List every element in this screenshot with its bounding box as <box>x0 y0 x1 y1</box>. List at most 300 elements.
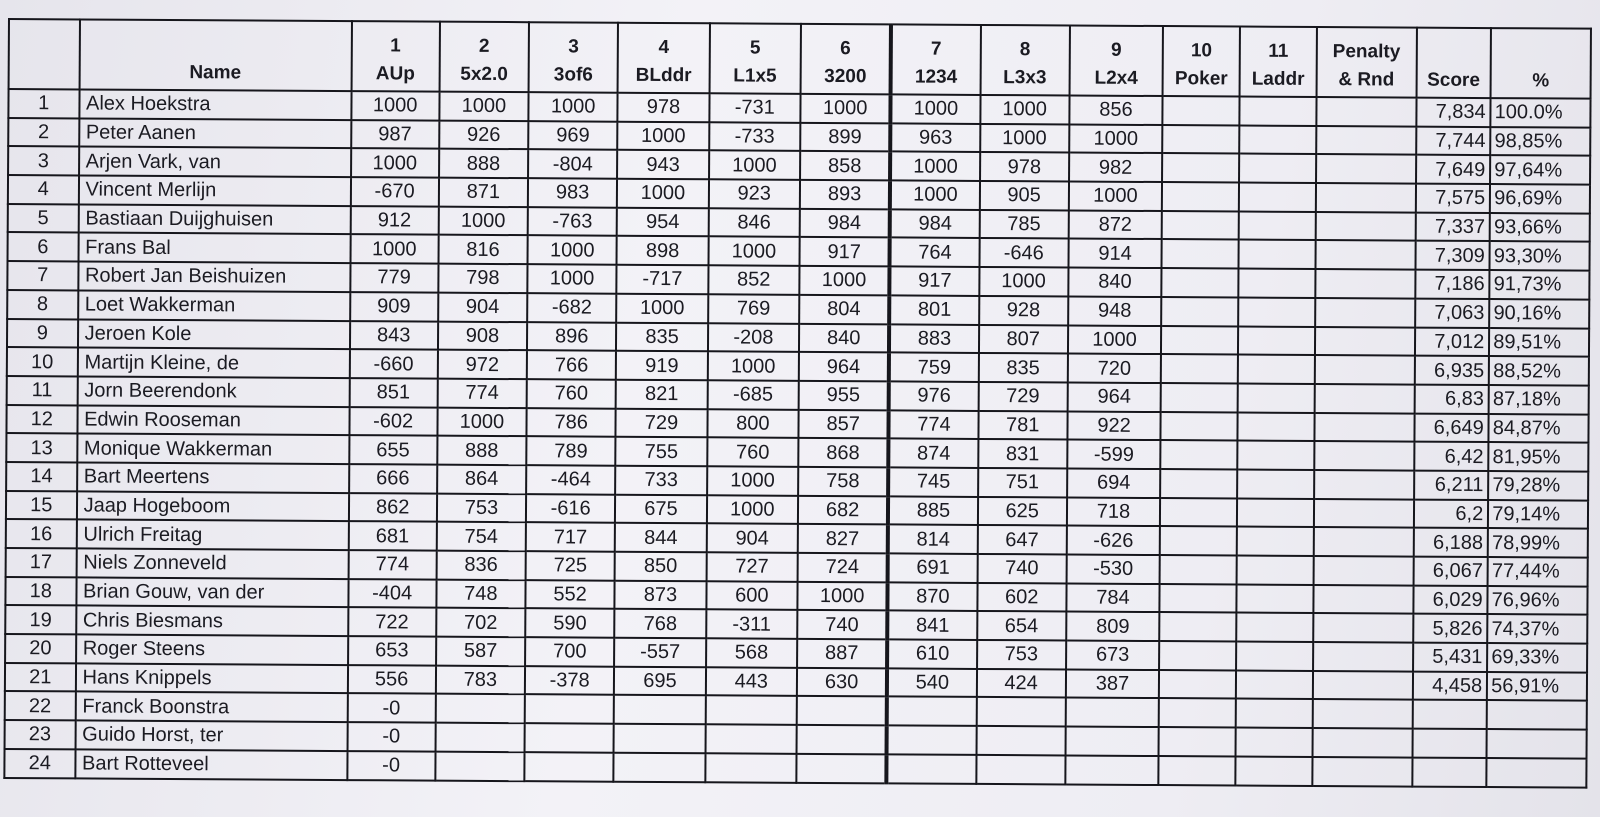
event-2-cell: 888 <box>439 149 528 178</box>
score-cell: 7,186 <box>1415 270 1490 299</box>
event-number: 5 <box>749 37 761 59</box>
event-1-cell: 851 <box>349 378 437 407</box>
event-2-cell: 926 <box>439 120 528 149</box>
rank-cell: 16 <box>6 519 77 548</box>
percent-cell: 84,87% <box>1489 414 1589 443</box>
event-9-cell: 914 <box>1068 239 1162 268</box>
event-7-cell: 774 <box>889 410 978 439</box>
event-11-cell <box>1239 125 1316 154</box>
event-6-cell: 964 <box>799 352 889 381</box>
event-3-cell: 789 <box>526 436 615 465</box>
event-3-cell <box>525 723 614 752</box>
event-number: 11 <box>1268 40 1289 62</box>
event-2-cell: 754 <box>437 522 526 551</box>
event-2-cell: 888 <box>437 436 526 465</box>
percent-cell <box>1487 758 1587 787</box>
event-10-cell <box>1161 440 1238 469</box>
event-6-cell: 630 <box>797 668 887 697</box>
rank-cell: 11 <box>7 376 78 405</box>
event-11-cell <box>1236 584 1313 613</box>
event-2-cell: 871 <box>439 178 528 207</box>
percent-cell: 74,37% <box>1487 614 1587 643</box>
event-2-cell: 904 <box>438 292 527 321</box>
event-9-cell: 872 <box>1068 210 1162 239</box>
event-8-cell: 602 <box>977 583 1066 612</box>
event-4-cell: 978 <box>618 93 710 122</box>
event-4-cell: 675 <box>615 494 707 523</box>
penalty-cell <box>1315 326 1415 355</box>
event-3-cell: 700 <box>525 637 614 666</box>
score-cell: 6,188 <box>1413 528 1488 557</box>
player-name-cell: Martijn Kleine, de <box>77 348 349 378</box>
penalty-cell <box>1316 154 1416 183</box>
event-7-cell: 801 <box>889 295 978 324</box>
score-cell: 6,2 <box>1413 499 1488 528</box>
event-4-cell: 844 <box>615 523 707 552</box>
event-8-cell: 781 <box>978 410 1067 439</box>
event-2-cell: 798 <box>438 264 527 293</box>
event-5-cell <box>705 724 797 753</box>
event-5-cell <box>705 696 797 725</box>
event-number: 6 <box>840 38 851 60</box>
penalty-cell <box>1315 240 1415 269</box>
penalty-cell <box>1315 298 1415 327</box>
percent-cell: 56,91% <box>1487 672 1587 701</box>
event-number: 9 <box>1111 39 1122 61</box>
event-6-cell: 893 <box>800 180 890 209</box>
event-3-cell: 766 <box>527 350 616 379</box>
rank-cell: 22 <box>5 691 76 720</box>
event-1-cell: -0 <box>347 751 435 780</box>
player-name-cell: Jaap Hogeboom <box>77 491 349 521</box>
percent-cell: 79,14% <box>1488 500 1588 529</box>
event-9-cell: 922 <box>1067 411 1161 440</box>
event-5-cell: 1000 <box>707 351 799 380</box>
event-6-cell: 858 <box>800 151 890 180</box>
score-cell: 7,575 <box>1415 184 1490 213</box>
event-6-cell <box>797 696 887 725</box>
player-name-cell: Brian Gouw, van der <box>76 577 348 607</box>
score-cell: 5,826 <box>1413 614 1488 643</box>
event-8-cell: 835 <box>978 353 1067 382</box>
event-11-cell <box>1237 441 1314 470</box>
event-4-cell <box>614 753 706 782</box>
event-9-cell: 718 <box>1067 497 1161 526</box>
event-7-cell <box>887 726 976 755</box>
event-2-cell: 816 <box>438 235 527 264</box>
penalty-cell <box>1314 470 1414 499</box>
percent-cell: 79,28% <box>1488 471 1588 500</box>
player-name-cell: Guido Horst, ter <box>75 721 347 751</box>
event-7-cell: 759 <box>889 353 978 382</box>
event-11-cell <box>1236 699 1313 728</box>
event-7-cell: 540 <box>887 668 976 697</box>
event-9-cell: -530 <box>1066 554 1160 583</box>
score-cell: 6,935 <box>1414 356 1489 385</box>
event-1-cell: -670 <box>350 177 438 206</box>
event-3-cell: -804 <box>528 150 617 179</box>
event-11-cell <box>1239 240 1316 269</box>
event-9-cell: 720 <box>1068 354 1162 383</box>
event-3-cell: -682 <box>527 293 616 322</box>
event-6-cell: 1000 <box>800 94 890 123</box>
header-event-8 <box>980 25 1070 96</box>
player-name-cell: Loet Wakkerman <box>78 290 350 320</box>
event-4-cell <box>614 695 706 724</box>
event-1-cell: 862 <box>348 493 436 522</box>
rank-cell: 10 <box>7 347 78 376</box>
event-3-cell: 896 <box>527 322 616 351</box>
event-1-cell: 987 <box>351 120 439 149</box>
event-3-cell: 786 <box>527 408 616 437</box>
event-10-cell <box>1159 727 1236 756</box>
score-cell: 7,063 <box>1415 298 1490 327</box>
rank-cell: 21 <box>5 663 76 692</box>
event-5-cell: 727 <box>706 552 798 581</box>
event-10-cell <box>1161 326 1238 355</box>
player-name-cell: Vincent Merlijn <box>78 175 350 205</box>
event-6-cell: 840 <box>799 323 889 352</box>
event-3-cell: 760 <box>527 379 616 408</box>
event-6-cell: 758 <box>798 467 888 496</box>
penalty-cell <box>1316 97 1416 126</box>
event-2-cell: 783 <box>436 665 525 694</box>
event-4-cell: -717 <box>617 265 709 294</box>
penalty-cell <box>1312 757 1412 786</box>
event-5-cell: 852 <box>708 265 800 294</box>
rank-cell: 4 <box>8 175 79 204</box>
penalty-cell <box>1314 441 1414 470</box>
event-7-cell: 976 <box>889 381 978 410</box>
event-1-cell: -0 <box>347 722 435 751</box>
rank-cell: 7 <box>7 261 78 290</box>
event-5-cell: 904 <box>706 524 798 553</box>
event-5-cell: 568 <box>706 638 798 667</box>
penalty-line2: & Rnd <box>1338 69 1395 91</box>
event-11-cell <box>1236 670 1313 699</box>
score-cell: 6,83 <box>1414 384 1489 413</box>
event-2-cell: 774 <box>437 379 526 408</box>
player-name-cell: Robert Jan Beishuizen <box>78 262 350 292</box>
percent-cell: 91,73% <box>1490 270 1590 299</box>
event-8-cell: 1000 <box>980 95 1069 124</box>
event-10-cell <box>1160 584 1237 613</box>
event-1-cell: 779 <box>350 263 438 292</box>
table-header <box>9 19 1591 99</box>
event-10-cell <box>1161 297 1238 326</box>
event-5-cell: -731 <box>709 93 801 122</box>
penalty-cell <box>1316 126 1416 155</box>
event-9-cell <box>1065 755 1159 784</box>
event-6-cell: 868 <box>798 438 888 467</box>
event-11-cell <box>1238 297 1315 326</box>
event-4-cell: 755 <box>616 437 708 466</box>
event-10-cell <box>1159 698 1236 727</box>
event-11-cell <box>1236 613 1313 642</box>
table-body <box>4 89 1590 787</box>
penalty-cell <box>1313 556 1413 585</box>
score-cell: 6,649 <box>1414 413 1489 442</box>
event-3-cell: 1000 <box>528 92 617 121</box>
rank-cell: 13 <box>6 433 77 462</box>
rank-cell: 17 <box>6 548 77 577</box>
event-11-cell <box>1239 97 1316 126</box>
event-11-cell <box>1237 498 1314 527</box>
event-9-cell: 1000 <box>1069 182 1163 211</box>
event-5-cell: 1000 <box>707 466 799 495</box>
event-5-cell: -733 <box>709 122 801 151</box>
penalty-cell <box>1313 585 1413 614</box>
event-3-cell: 969 <box>528 121 617 150</box>
event-7-cell: 764 <box>890 238 979 267</box>
event-6-cell <box>797 725 887 754</box>
event-1-cell: -602 <box>349 407 437 436</box>
event-1-cell: 774 <box>348 550 436 579</box>
event-6-cell: 804 <box>799 295 889 324</box>
event-7-cell: 745 <box>888 467 977 496</box>
rank-cell: 15 <box>6 491 77 520</box>
score-cell: 7,834 <box>1416 98 1491 127</box>
event-11-cell <box>1239 211 1316 240</box>
event-10-cell <box>1160 469 1237 498</box>
event-8-cell: 807 <box>979 324 1068 353</box>
event-number: 10 <box>1190 40 1213 62</box>
event-1-cell: -404 <box>348 579 436 608</box>
event-2-cell: 972 <box>438 350 527 379</box>
event-1-cell: 681 <box>348 521 436 550</box>
rank-cell: 18 <box>5 577 76 606</box>
event-7-cell: 870 <box>888 582 977 611</box>
event-8-cell <box>976 726 1065 755</box>
penalty-cell <box>1313 699 1413 728</box>
player-name-cell: Peter Aanen <box>79 118 351 148</box>
event-1-cell: 843 <box>350 321 438 350</box>
event-1-cell: 722 <box>348 607 436 636</box>
event-3-cell: 983 <box>528 178 617 207</box>
percent-cell: 93,30% <box>1490 241 1590 270</box>
event-4-cell: 768 <box>615 609 707 638</box>
event-6-cell: 827 <box>798 524 888 553</box>
player-name-cell: Bart Rotteveel <box>75 749 347 779</box>
event-4-cell: 850 <box>615 552 707 581</box>
event-7-cell <box>887 697 976 726</box>
event-8-cell: 928 <box>979 296 1068 325</box>
event-4-cell: 943 <box>617 150 709 179</box>
rank-cell: 1 <box>8 89 79 118</box>
player-name-cell: Monique Wakkerman <box>77 434 349 464</box>
event-8-cell <box>976 755 1065 784</box>
event-3-cell: -378 <box>525 666 614 695</box>
player-name-cell: Niels Zonneveld <box>76 548 348 578</box>
event-10-cell <box>1162 153 1239 182</box>
header-event-3 <box>529 22 619 93</box>
penalty-cell <box>1314 527 1414 556</box>
penalty-cell <box>1313 642 1413 671</box>
event-2-cell: 1000 <box>437 407 526 436</box>
event-10-cell <box>1162 268 1239 297</box>
percent-cell: 81,95% <box>1489 442 1589 471</box>
event-8-cell: 729 <box>978 382 1067 411</box>
event-6-cell: 724 <box>798 553 888 582</box>
percent-cell: 96,69% <box>1490 184 1590 213</box>
event-3-cell: 725 <box>526 551 615 580</box>
player-name-cell: Frans Bal <box>78 233 350 263</box>
event-11-cell <box>1239 154 1316 183</box>
event-7-cell: 874 <box>889 439 978 468</box>
event-9-cell: 856 <box>1069 95 1163 124</box>
event-number: 1 <box>390 35 401 57</box>
event-9-cell: 387 <box>1066 669 1160 698</box>
score-cell: 6,067 <box>1413 557 1488 586</box>
event-7-cell: 917 <box>890 267 979 296</box>
event-10-cell <box>1162 239 1239 268</box>
event-9-cell: -626 <box>1067 526 1161 555</box>
event-6-cell: 740 <box>797 610 887 639</box>
event-6-cell <box>796 754 886 783</box>
rank-cell: 14 <box>6 462 77 491</box>
event-7-cell: 1000 <box>891 94 980 123</box>
event-2-cell: 836 <box>436 551 525 580</box>
event-6-cell: 1000 <box>799 266 889 295</box>
event-5-cell: 1000 <box>708 237 800 266</box>
event-2-cell <box>435 751 524 780</box>
event-1-cell: 556 <box>347 665 435 694</box>
player-name-cell: Jeroen Kole <box>78 319 350 349</box>
event-7-cell: 1000 <box>890 180 979 209</box>
event-5-cell: -208 <box>708 323 800 352</box>
event-4-cell: 695 <box>614 666 706 695</box>
score-cell: 7,012 <box>1414 327 1489 356</box>
event-6-cell: 955 <box>799 381 889 410</box>
event-number: 4 <box>658 36 670 59</box>
event-8-cell: 424 <box>976 669 1065 698</box>
event-6-cell: 1000 <box>797 582 887 611</box>
event-2-cell: 908 <box>438 321 527 350</box>
event-11-cell <box>1238 326 1315 355</box>
event-code: 1234 <box>914 66 958 88</box>
event-4-cell: 733 <box>615 466 707 495</box>
event-code: 3of6 <box>553 64 593 86</box>
penalty-cell <box>1315 355 1415 384</box>
event-10-cell <box>1162 125 1239 154</box>
event-8-cell: 654 <box>977 611 1066 640</box>
event-code: 5x2.0 <box>460 63 508 86</box>
player-name-cell: Roger Steens <box>76 634 348 664</box>
event-9-cell <box>1066 698 1160 727</box>
event-4-cell <box>614 724 706 753</box>
rank-cell: 24 <box>4 749 75 778</box>
event-1-cell: 1000 <box>351 148 439 177</box>
score-cell: 7,744 <box>1416 126 1491 155</box>
event-8-cell: 1000 <box>980 124 1069 153</box>
percent-cell: 90,16% <box>1489 299 1589 328</box>
player-name-cell: Chris Biesmans <box>76 606 348 636</box>
event-4-cell: 835 <box>616 322 708 351</box>
penalty-cell <box>1314 384 1414 413</box>
percent-cell <box>1487 729 1587 758</box>
event-3-cell: -763 <box>528 207 617 236</box>
event-number: 7 <box>930 38 942 60</box>
event-8-cell: 647 <box>977 525 1066 554</box>
percent-cell: 98,85% <box>1490 127 1590 156</box>
event-5-cell: -685 <box>707 380 799 409</box>
event-7-cell: 1000 <box>890 152 979 181</box>
header-event-9 <box>1069 25 1163 96</box>
score-cell <box>1412 700 1487 729</box>
event-11-cell <box>1238 383 1315 412</box>
score-cell <box>1412 757 1487 786</box>
event-1-cell: 653 <box>348 636 436 665</box>
event-5-cell: -311 <box>706 610 798 639</box>
event-5-cell: 846 <box>708 208 800 237</box>
event-3-cell: 1000 <box>528 236 617 265</box>
event-2-cell: 753 <box>437 493 526 522</box>
results-table <box>3 18 1592 788</box>
event-3-cell: 590 <box>525 609 614 638</box>
header-event-1 <box>351 21 440 92</box>
event-10-cell <box>1160 526 1237 555</box>
event-10-cell <box>1162 182 1239 211</box>
penalty-cell <box>1314 499 1414 528</box>
score-cell: 5,431 <box>1413 643 1488 672</box>
rank-cell: 3 <box>8 146 79 175</box>
event-5-cell: 443 <box>706 667 798 696</box>
event-6-cell: 917 <box>800 237 890 266</box>
event-5-cell: 1000 <box>709 151 801 180</box>
event-9-cell: 1000 <box>1068 325 1162 354</box>
player-name-cell: Bastiaan Duijghuisen <box>78 204 350 234</box>
event-9-cell: 1000 <box>1069 124 1163 153</box>
event-11-cell <box>1235 756 1312 785</box>
event-8-cell: 1000 <box>979 267 1068 296</box>
event-4-cell: 919 <box>616 351 708 380</box>
event-5-cell: 600 <box>706 581 798 610</box>
event-4-cell: 1000 <box>617 179 709 208</box>
score-cell: 7,309 <box>1415 241 1490 270</box>
score-cell: 6,42 <box>1414 442 1489 471</box>
header-event-7 <box>891 24 981 95</box>
player-name-cell: Bart Meertens <box>77 462 349 492</box>
event-8-cell: -646 <box>979 238 1068 267</box>
percent-cell: 100.0% <box>1491 98 1591 127</box>
percent-cell: 93,66% <box>1490 213 1590 242</box>
rank-cell: 20 <box>5 634 76 663</box>
event-2-cell: 864 <box>437 465 526 494</box>
penalty-cell <box>1316 183 1416 212</box>
event-11-cell <box>1236 642 1313 671</box>
event-5-cell: 923 <box>709 179 801 208</box>
event-3-cell <box>525 695 614 724</box>
event-6-cell: 899 <box>800 123 890 152</box>
event-5-cell: 769 <box>708 294 800 323</box>
rank-cell: 2 <box>8 118 79 147</box>
event-9-cell <box>1065 727 1159 756</box>
event-10-cell <box>1162 211 1239 240</box>
event-9-cell: 809 <box>1066 612 1160 641</box>
event-1-cell: 655 <box>349 435 437 464</box>
percent-cell: 76,96% <box>1488 586 1588 615</box>
header-event-5 <box>709 23 801 94</box>
event-11-cell <box>1236 728 1313 757</box>
event-11-cell <box>1237 556 1314 585</box>
event-6-cell: 984 <box>800 209 890 238</box>
header-no <box>9 19 80 89</box>
player-name-cell: Hans Knippels <box>75 663 347 693</box>
event-8-cell: 831 <box>978 439 1067 468</box>
event-10-cell <box>1159 641 1236 670</box>
event-code: L1x5 <box>733 65 777 87</box>
event-4-cell: 821 <box>616 380 708 409</box>
